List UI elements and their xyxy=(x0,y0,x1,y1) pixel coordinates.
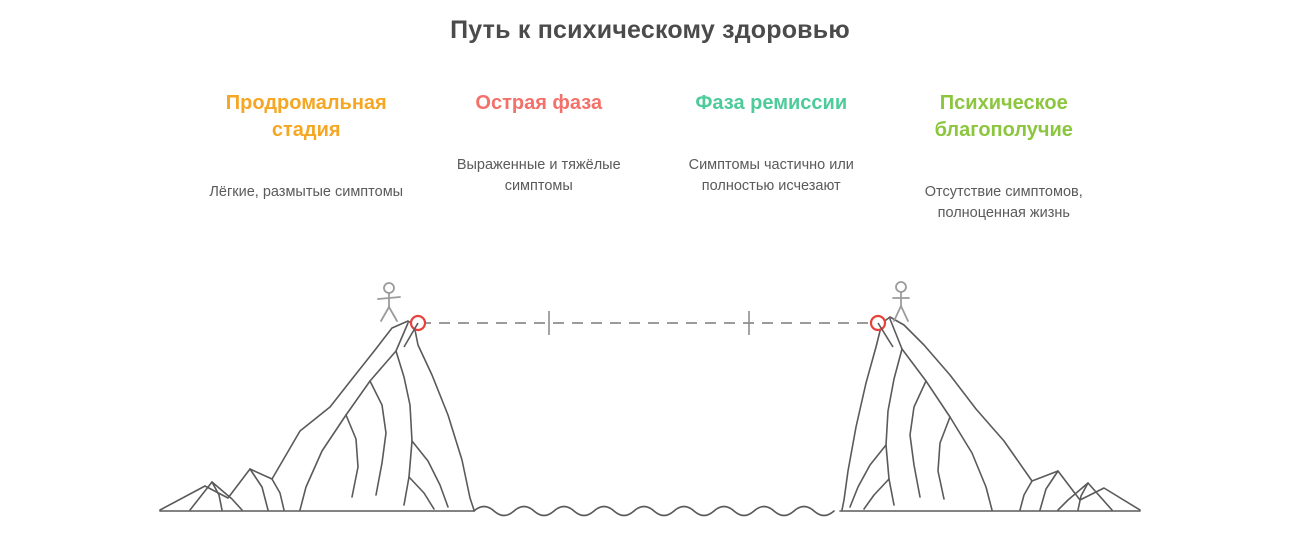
stage-list xyxy=(190,90,1120,224)
stage-item-prodromal xyxy=(190,90,423,203)
stage-description: Симптомы частично или полностью исчезают xyxy=(688,157,854,195)
mountain-illustration xyxy=(0,255,1300,547)
stage-label: Острая фаза xyxy=(475,92,603,114)
stage-label: Психическое благополучие xyxy=(934,92,1073,141)
stage-item-wellbeing xyxy=(888,90,1121,224)
stage-description: Выраженные и тяжёлые симптомы xyxy=(456,157,621,195)
stage-description: Лёгкие, размытые симптомы xyxy=(209,184,404,200)
stage-label: Фаза ремиссии xyxy=(695,92,848,114)
page-title: Путь к психическому здоровью xyxy=(450,16,850,44)
stage-item-remission xyxy=(655,90,888,197)
rope-line xyxy=(404,311,893,347)
stage-label: Продромальная стадия xyxy=(225,92,387,141)
stage-item-acute xyxy=(423,90,656,197)
stage-description: Отсутствие симптомов, полноценная жизнь xyxy=(924,184,1083,222)
